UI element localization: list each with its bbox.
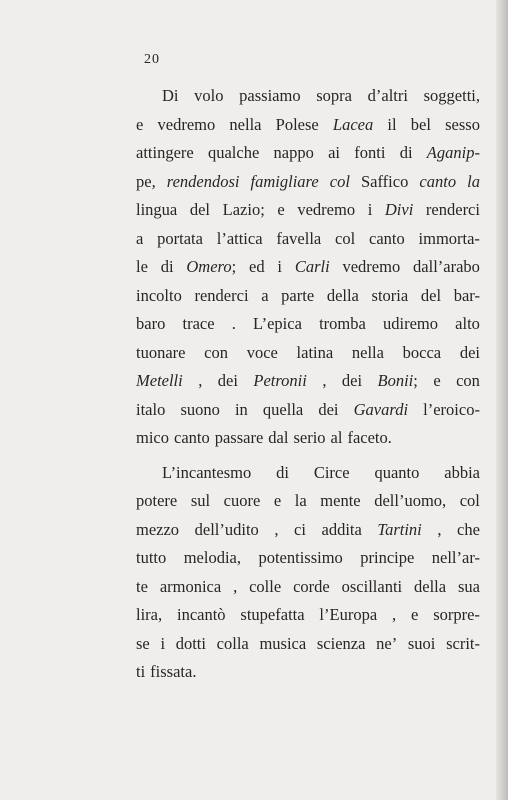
word: , bbox=[322, 371, 327, 390]
word: Petronii bbox=[253, 371, 307, 390]
word: scienza bbox=[316, 633, 366, 653]
word: a bbox=[136, 228, 144, 248]
word: tutto bbox=[136, 548, 167, 567]
word: potere bbox=[136, 491, 178, 510]
word: nella bbox=[229, 114, 262, 134]
word: quella bbox=[262, 399, 304, 419]
word: soggetti, bbox=[423, 86, 480, 105]
word: Saffico bbox=[360, 171, 409, 191]
word: se bbox=[136, 633, 150, 653]
word: volo bbox=[194, 86, 224, 105]
text-line bbox=[136, 487, 480, 516]
word: la bbox=[294, 491, 307, 510]
word: Tartini bbox=[377, 519, 422, 539]
word: e bbox=[411, 605, 419, 624]
word: lira, bbox=[136, 605, 163, 624]
word: dell’udito bbox=[194, 519, 259, 539]
text-line bbox=[136, 601, 480, 630]
word: il bbox=[387, 114, 397, 134]
word: portata bbox=[157, 228, 203, 248]
text-line bbox=[136, 111, 480, 140]
word: i bbox=[367, 200, 373, 219]
word: dotti bbox=[175, 633, 206, 653]
body-text bbox=[136, 82, 480, 687]
word: nappo bbox=[273, 143, 314, 162]
word: di bbox=[276, 462, 289, 482]
word: melodia, bbox=[183, 548, 241, 567]
word: fissata. bbox=[150, 662, 197, 681]
word: bar- bbox=[453, 285, 480, 305]
word: , bbox=[233, 576, 238, 596]
word: favella bbox=[276, 228, 322, 248]
word: col bbox=[459, 491, 480, 510]
word: e bbox=[136, 114, 144, 134]
word: e bbox=[277, 200, 285, 219]
word: armonica bbox=[159, 576, 222, 596]
word: che bbox=[457, 519, 480, 539]
word: musica bbox=[259, 633, 307, 653]
word: fonti bbox=[354, 143, 386, 162]
word: addita bbox=[321, 519, 362, 539]
word: e bbox=[273, 491, 282, 510]
word: Divi bbox=[384, 200, 414, 219]
text-line bbox=[136, 459, 480, 488]
word: , bbox=[437, 519, 442, 539]
word: dall’arabo bbox=[413, 257, 480, 276]
word: i bbox=[160, 633, 166, 653]
word: incolto bbox=[136, 285, 182, 305]
word: abbia bbox=[444, 462, 480, 482]
text-line bbox=[136, 139, 480, 168]
word: vedremo bbox=[297, 200, 356, 219]
word: passiamo bbox=[239, 86, 301, 105]
text-line bbox=[136, 424, 480, 453]
word: latina bbox=[296, 342, 334, 362]
word: a bbox=[261, 285, 269, 305]
word: e bbox=[433, 371, 441, 390]
word: Lazio; bbox=[222, 200, 265, 219]
word: , bbox=[274, 519, 279, 539]
word: principe bbox=[360, 548, 415, 567]
word: udiremo bbox=[383, 314, 438, 333]
word: Gavardi bbox=[353, 399, 409, 419]
word: i bbox=[277, 257, 282, 276]
word: colle bbox=[249, 576, 282, 596]
word: Omero; bbox=[186, 257, 237, 276]
word: al bbox=[330, 428, 343, 447]
word: bocca bbox=[402, 342, 442, 362]
text-line bbox=[136, 168, 480, 197]
page-number: 20 bbox=[144, 52, 160, 67]
word: cuore bbox=[223, 491, 261, 510]
word: Polese bbox=[275, 114, 319, 134]
word: faceto. bbox=[347, 428, 392, 447]
word: canto bbox=[369, 228, 405, 248]
word: . bbox=[231, 314, 236, 333]
word: l’attica bbox=[216, 228, 263, 248]
text-line bbox=[136, 253, 480, 282]
word: alto bbox=[455, 314, 480, 333]
word: incantò bbox=[176, 605, 226, 624]
word: tromba bbox=[319, 314, 366, 333]
word: del bbox=[420, 285, 442, 305]
word: sul bbox=[190, 491, 211, 510]
word: L’incantesmo bbox=[162, 462, 252, 482]
word: mente bbox=[320, 491, 361, 510]
paragraph-2 bbox=[136, 459, 480, 687]
word: canto bbox=[174, 428, 210, 447]
word: di bbox=[160, 257, 174, 276]
word: dei bbox=[341, 371, 363, 390]
word: voce bbox=[246, 342, 278, 362]
word: rendendosi bbox=[166, 171, 240, 191]
word: sopra bbox=[316, 86, 352, 105]
text-line bbox=[136, 82, 480, 111]
word: nell’ar- bbox=[431, 548, 480, 567]
word: Circe bbox=[313, 462, 350, 482]
text-line bbox=[136, 310, 480, 339]
text-line bbox=[136, 339, 480, 368]
word: quanto bbox=[374, 462, 420, 482]
word: L’epica bbox=[253, 314, 302, 333]
text-line bbox=[136, 630, 480, 659]
text-line bbox=[136, 544, 480, 573]
word: colla bbox=[216, 633, 249, 653]
word: Aganip- bbox=[426, 143, 480, 162]
page-binding-edge bbox=[496, 0, 508, 800]
word: pe, bbox=[136, 171, 156, 191]
word: potentissimo bbox=[258, 548, 343, 567]
word: ti bbox=[136, 662, 146, 681]
text-line bbox=[136, 367, 480, 396]
word: storia bbox=[371, 285, 409, 305]
word: di bbox=[399, 143, 413, 162]
word: dei bbox=[318, 399, 339, 419]
word: vedremo bbox=[342, 257, 401, 276]
word: col bbox=[329, 171, 350, 191]
word: italo bbox=[136, 399, 166, 419]
text-line bbox=[136, 196, 480, 225]
word: ai bbox=[328, 143, 341, 162]
word: scrit- bbox=[446, 633, 480, 653]
word: l’eroico- bbox=[423, 399, 480, 419]
word: parte bbox=[281, 285, 315, 305]
text-line bbox=[136, 658, 480, 687]
word: del bbox=[189, 200, 211, 219]
word: passare bbox=[214, 428, 264, 447]
word: canto bbox=[419, 171, 457, 191]
word: vedremo bbox=[157, 114, 216, 134]
word: con bbox=[456, 371, 480, 390]
word: suono bbox=[180, 399, 220, 419]
word: renderci bbox=[194, 285, 249, 305]
word: ne’ bbox=[376, 633, 398, 653]
word: serio bbox=[293, 428, 326, 447]
word: baro bbox=[136, 314, 166, 333]
text-line bbox=[136, 516, 480, 545]
word: d’altri bbox=[367, 86, 408, 105]
word: con bbox=[204, 342, 228, 362]
word: l’Europa bbox=[319, 605, 378, 624]
word: ed bbox=[249, 257, 265, 276]
text-line bbox=[136, 282, 480, 311]
word: trace bbox=[182, 314, 215, 333]
word: dell’uomo, bbox=[374, 491, 447, 510]
word: dal bbox=[268, 428, 289, 447]
word: stupefatta bbox=[240, 605, 305, 624]
word: sua bbox=[457, 576, 480, 596]
word: oscillanti bbox=[341, 576, 403, 596]
word: ci bbox=[294, 519, 306, 539]
word: tuonare bbox=[136, 342, 186, 362]
word: Bonii; bbox=[377, 371, 418, 390]
word: Metelli bbox=[136, 371, 183, 390]
word: attingere bbox=[136, 143, 194, 162]
word: qualche bbox=[207, 143, 260, 162]
text-line bbox=[136, 396, 480, 425]
word: dei bbox=[217, 371, 238, 390]
word: mico bbox=[136, 428, 169, 447]
word: corde bbox=[293, 576, 330, 596]
word: della bbox=[326, 285, 359, 305]
word: la bbox=[467, 171, 480, 191]
word: , bbox=[392, 605, 397, 624]
word: lingua bbox=[136, 200, 178, 219]
text-line bbox=[136, 225, 480, 254]
text-line bbox=[136, 573, 480, 602]
word: col bbox=[335, 228, 356, 248]
word: te bbox=[136, 576, 148, 596]
word: in bbox=[234, 399, 248, 419]
word: renderci bbox=[425, 200, 480, 219]
paragraph-1 bbox=[136, 82, 480, 453]
word: della bbox=[414, 576, 447, 596]
word: Carli bbox=[294, 257, 330, 276]
word: sorpre- bbox=[433, 605, 480, 624]
word: sesso bbox=[445, 114, 480, 134]
word: le bbox=[136, 257, 148, 276]
word: Lacea bbox=[332, 114, 374, 134]
word: mezzo bbox=[136, 519, 180, 539]
word: famigliare bbox=[250, 171, 319, 191]
word: , bbox=[198, 371, 203, 390]
word: suoi bbox=[407, 633, 436, 653]
word: immorta- bbox=[418, 228, 480, 248]
word: Di bbox=[162, 86, 179, 105]
word: dei bbox=[459, 342, 480, 362]
word: nella bbox=[351, 342, 384, 362]
word: bel bbox=[410, 114, 431, 134]
